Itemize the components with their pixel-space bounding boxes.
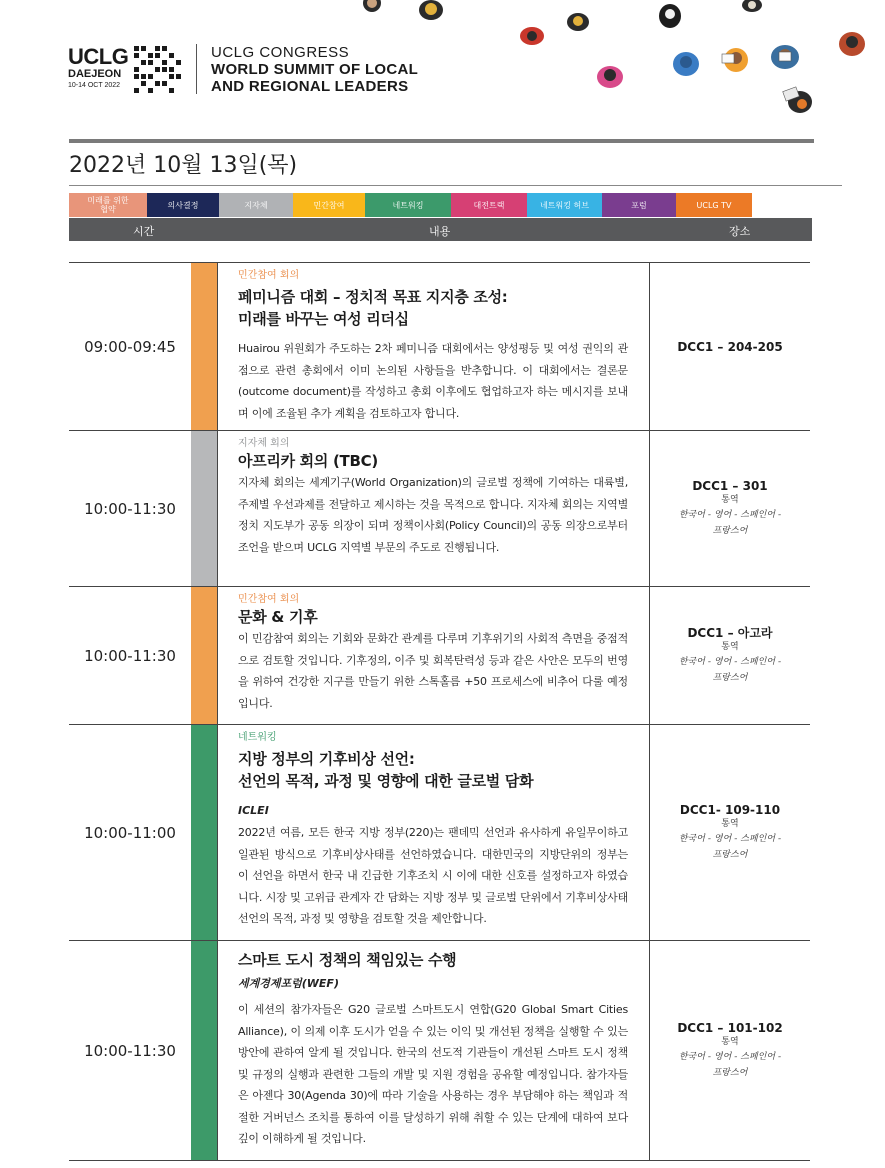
category-color-bar — [191, 263, 217, 430]
legend-item-civil: 민간참여 — [293, 193, 365, 217]
session-description: 지자체 회의는 세계기구(World Organization)의 글로벌 정책에 기여하는 대륙별, 주제별 우선과제를 전달하고 제시하는 것을 목적으로 합니다. 지자체 회의는 지역별 정치 지도부가 공동 의장이 되며 정책이사회(Policy Council)의 공동 의장으로부터 조언을 받으며 UCLG 지역별 부문의 주도로 진행됩니다. — [238, 476, 628, 554]
session-title-line-2: 미래를 바꾸는 여성 리더십 — [238, 310, 409, 328]
header-divider — [196, 44, 197, 94]
logo-dot-grid-icon — [134, 46, 184, 94]
session-title: 문화 & 기후 — [238, 608, 318, 626]
column-divider — [217, 431, 218, 586]
session-title-line-2: 선언의 목적, 과정 및 영향에 대한 글로벌 담화 — [238, 772, 534, 790]
interpretation-label: 통역 — [721, 495, 739, 505]
people-illustration — [340, 0, 885, 125]
legend-item-local-gov: 지자체 — [219, 193, 293, 217]
session-venue — [650, 431, 810, 586]
session-category: 지자체 회의 — [238, 438, 290, 449]
category-color-bar — [191, 725, 217, 940]
session-title: 페미니즘 대회 – 정치적 목표 지지층 조성: — [238, 288, 508, 306]
interpretation-languages: 한국어 - 영어 - 스페인어 - — [678, 834, 782, 844]
category-color-bar — [191, 941, 217, 1160]
logo-wordmark: UCLG — [68, 44, 129, 69]
session-venue — [650, 263, 810, 430]
interpretation-languages-line-2: 프랑스어 — [712, 1068, 748, 1078]
session-time: 10:00-11:30 — [84, 1041, 176, 1060]
session-content — [238, 947, 628, 1150]
session-row — [69, 431, 810, 587]
legend-item-uclg-tv: UCLG TV — [676, 193, 752, 217]
schedule-table — [69, 262, 810, 1161]
interpretation-label: 통역 — [721, 1037, 739, 1047]
session-time: 10:00-11:30 — [84, 499, 176, 518]
legend-item-pact: 미래를 위한 협약 — [69, 193, 147, 217]
session-title: 지방 정부의 기후비상 선언: — [238, 750, 415, 768]
category-color-bar — [191, 587, 217, 724]
session-organizer: ICLEI — [238, 804, 269, 817]
session-venue — [650, 941, 810, 1160]
interpretation-languages: 한국어 - 영어 - 스페인어 - — [678, 657, 782, 667]
legend-item-daejeon-track: 대전트랙 — [451, 193, 527, 217]
person-figure-icon — [363, 0, 865, 113]
column-header-bar — [69, 218, 812, 241]
session-row — [69, 587, 810, 725]
legend-item-networking: 네트워킹 — [365, 193, 451, 217]
column-divider — [217, 725, 218, 940]
session-row — [69, 941, 810, 1161]
session-venue — [650, 725, 810, 940]
interpretation-languages: 한국어 - 영어 - 스페인어 - — [678, 510, 782, 520]
session-description: 2022년 여름, 모든 한국 지방 정부(220)는 팬데믹 선언과 유사하게 유일무이하고 일관된 방식으로 기후비상사태를 선언하였습니다. 대한민국의 지방단위의 정부는 이 선언을 하면서 한국 내 긴급한 기후조치 시 이에 대한 신호를 설정하고자 하였습니다. 시장 및 고위급 관계자 간 담화는 지방 정부 및 글로벌 단위에서 기후비상사태 선언의 목적, 과정 및 영향을 검토할 것을 제안합니다. — [238, 826, 628, 925]
session-row — [69, 725, 810, 941]
venue-name: DCC1 – 204-205 — [677, 339, 783, 354]
category-legend — [69, 193, 752, 217]
uclg-logo — [68, 44, 188, 96]
column-divider — [217, 941, 218, 1160]
category-color-bar — [191, 431, 217, 586]
session-description: 이 세션의 참가자들은 G20 글로벌 스마트도시 연합(G20 Global Smart Cities Alliance), 이 의제 이후 도시가 얻을 수 있는 이익 및 개선된 정책을 실행할 수 있는 방안에 관하여 알게 될 것입니다. 한국의 선도적 기관들이 개선된 스마트 도시 정책 및 규정의 실행과 관련한 그들의 개발 및 지원 경험을 공유할 예정입니다. 참가자들은 아젠다 30(Agenda 30)에 따라 기술을 사용하는 경우 부담해야 하는 책임과 적절한 거버넌스 조치를 통하여 이를 달성하기 위해 취할 수 있는 단계에 대하여 보다 깊이 이해하게 될 것입니다. — [238, 1003, 628, 1145]
session-category: 민간참여 회의 — [238, 594, 300, 605]
legend-item-decision: 의사결정 — [147, 193, 219, 217]
date-heading: 2022년 10월 13일(목) — [69, 153, 298, 178]
session-venue — [650, 587, 810, 724]
congress-line-3: AND REGIONAL LEADERS — [211, 78, 409, 95]
interpretation-languages: 한국어 - 영어 - 스페인어 - — [678, 1052, 782, 1062]
session-title: 스마트 도시 정책의 책임있는 수행 — [238, 951, 457, 969]
interpretation-languages-line-2: 프랑스어 — [712, 673, 748, 683]
legend-item-networking-hub: 네트워킹 허브 — [527, 193, 602, 217]
session-content — [238, 269, 628, 424]
session-category: 민간참여 회의 — [238, 270, 300, 281]
venue-name: DCC1 – 301 — [692, 479, 768, 493]
column-header-content: 내용 — [429, 225, 451, 238]
session-organizer: 세계경제포럼(WEF) — [238, 977, 339, 990]
column-divider — [217, 587, 218, 724]
session-time: 09:00-09:45 — [84, 337, 176, 356]
logo-dates: 10-14 OCT 2022 — [68, 82, 121, 89]
legend-item-forum: 포럼 — [602, 193, 676, 217]
date-rule — [69, 185, 842, 186]
venue-name: DCC1- 109-110 — [679, 803, 781, 817]
session-content — [238, 593, 628, 714]
column-divider — [217, 263, 218, 430]
interpretation-languages-line-2: 프랑스어 — [712, 850, 748, 860]
congress-line-1: UCLG CONGRESS — [211, 44, 350, 61]
logo-city: DAEJEON — [68, 68, 122, 80]
session-content — [238, 731, 628, 930]
column-header-time: 시간 — [133, 225, 155, 238]
top-rule — [69, 139, 814, 143]
session-row — [69, 263, 810, 431]
session-description: 이 민감참여 회의는 기회와 문화간 관계를 다루며 기후위기의 사회적 측면을 중점적으로 검토할 것입니다. 기후정의, 이주 및 회복탄력성 등과 같은 사안은 모두의 번영을 위하여 건강한 지구를 만들기 위한 스톡홀름 +50 프로세스에 비추어 다룰 예정입니다. — [238, 632, 628, 710]
session-time: 10:00-11:00 — [84, 823, 176, 842]
session-category: 네트워킹 — [238, 732, 277, 743]
session-description: Huairou 위원회가 주도하는 2차 페미니즘 대회에서는 양성평등 및 여성 권익의 관점으로 관련 총회에서 이미 논의된 사항들을 반추합니다. 이 대회에서는 결론문(outcome document)를 작성하고 총회 이후에도 협업하고자 하는 메시지를 보내며 이에 조율된 추가 계획을 검토하고자 합니다. — [238, 342, 628, 420]
interpretation-label: 통역 — [721, 819, 739, 829]
interpretation-languages-line-2: 프랑스어 — [712, 526, 748, 536]
venue-name: DCC1 – 101-102 — [677, 1021, 783, 1035]
session-title: 아프리카 회의 (TBC) — [238, 452, 378, 470]
column-header-venue: 장소 — [729, 225, 751, 238]
session-content — [238, 437, 628, 558]
session-time: 10:00-11:30 — [84, 646, 176, 665]
venue-name: DCC1 – 아고라 — [687, 626, 773, 640]
congress-line-2: WORLD SUMMIT OF LOCAL — [211, 61, 419, 78]
interpretation-label: 통역 — [721, 642, 739, 652]
